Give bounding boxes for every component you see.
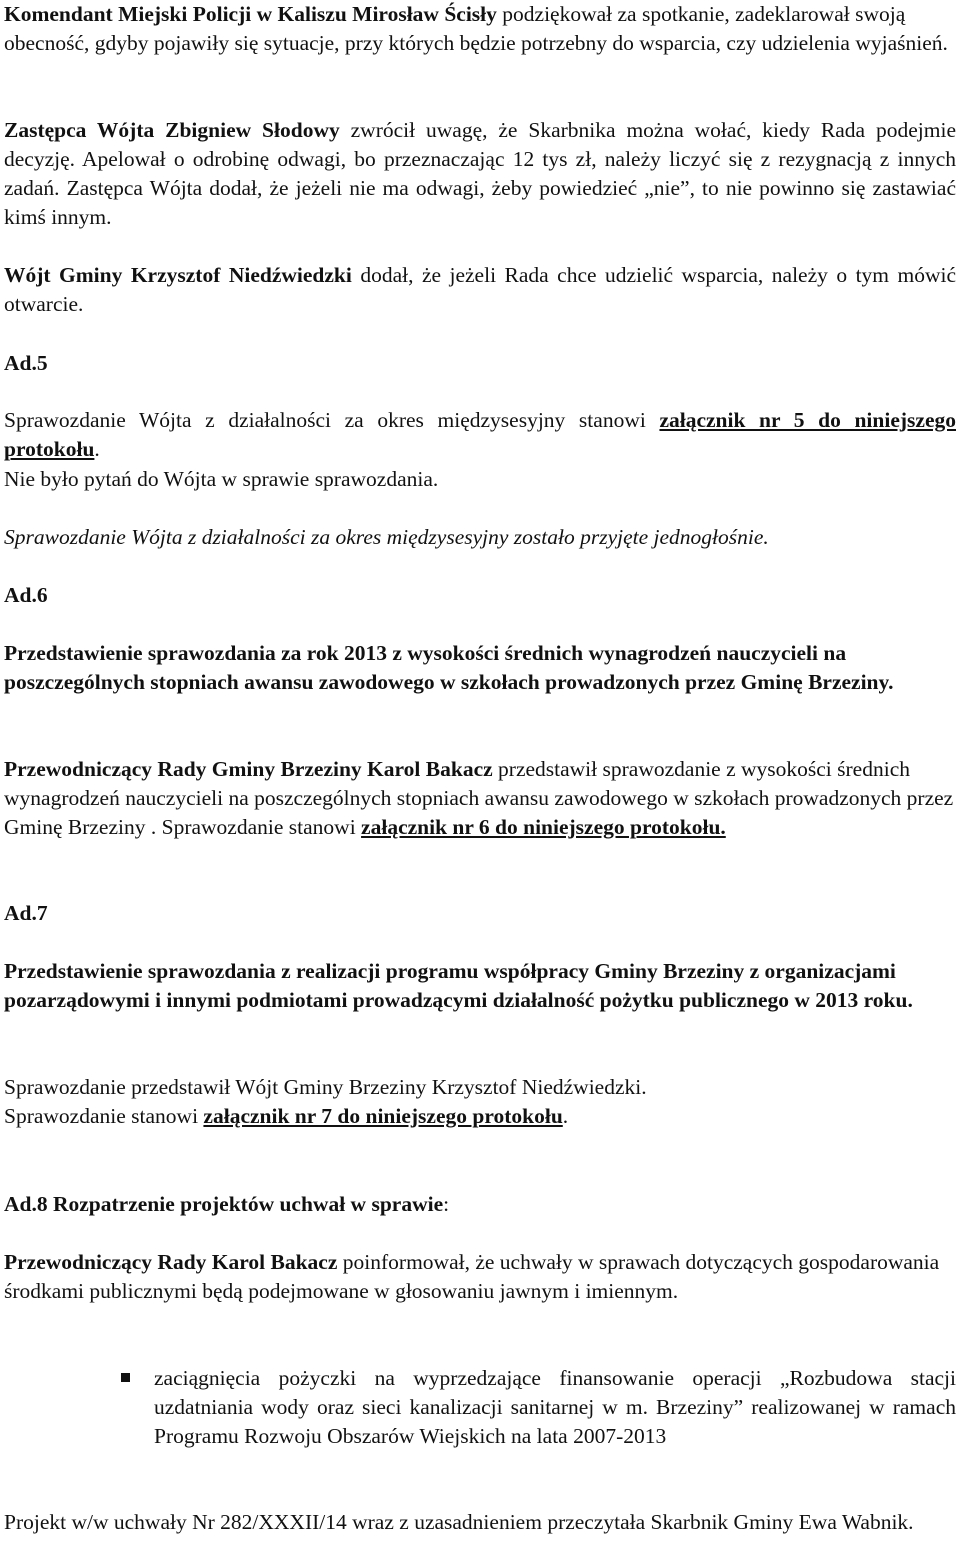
square-bullet-icon: [121, 1373, 130, 1382]
speaker-name: Przewodniczący Rady Karol Bakacz: [4, 1250, 338, 1274]
attachment-reference: załącznik nr 7 do niniejszego protokołu: [203, 1104, 563, 1128]
heading-text: Ad.8 Rozpatrzenie projektów uchwał w sprawie: [4, 1192, 444, 1216]
ad6-paragraph: [4, 755, 956, 842]
paragraph-text-end: .: [94, 437, 100, 461]
attachment-reference: załącznik nr 6 do niniejszego protokołu.: [361, 815, 726, 839]
paragraph-text-end: .: [562, 1104, 569, 1128]
ad5-report-paragraph: [4, 406, 956, 464]
paragraph-text: zwrócił uwagę, że Skarbnika można wołać, kiedy Rada podejmie decyzję. Apelował o odrobinę odwagi, bo przeznaczając 12 tys zł, należy liczyć się z rezygnacją z innych zadań. Zastępca Wójta dodał, że jeżeli nie ma odwagi, żeby powiedzieć „nie”, to nie powinno się zastawiać kimś innym.: [4, 118, 957, 229]
paragraph-text: przedstawił sprawozdanie z wysokości średnich wynagrodzeń nauczycieli na poszczególnych stopniach awansu zawodowego w szkołach prowadzonych przez Gminę Brzeziny . Sprawozdanie stanowi: [4, 757, 954, 839]
paragraph-text: podziękował za spotkanie, zadeklarował swoją obecność, gdyby pojawiły się sytuacje, przy których będzie potrzebny do wsparcia, czy udzielenia wyjaśnień.: [4, 2, 948, 55]
paragraph-text: Sprawozdanie stanowi: [4, 1104, 204, 1128]
paragraph-text: dodał, że jeżeli Rada chce udzielić wsparcia, należy o tym mówić otwarcie.: [4, 263, 956, 316]
attachment-reference: załącznik nr 5 do niniejszego protokołu: [4, 408, 956, 461]
section-heading-ad5: Ad.5: [4, 351, 48, 375]
ad8-paragraph: [4, 1248, 956, 1306]
section-heading-ad7: Ad.7: [4, 901, 48, 925]
ad7-title: Przedstawienie sprawozdania z realizacji programu współpracy Gminy Brzeziny z organizacjami pozarządowymi i innymi podmiotami prowadzącymi działalność pożytku publicznego w 2013 roku.: [4, 959, 913, 1012]
speaker-name: Zastępca Wójta Zbigniew Słodowy: [4, 118, 340, 142]
bullet-text: zaciągnięcia pożyczki na wyprzedzające finansowanie operacji „Rozbudowa stacji uzdatniania wody oraz sieci kanalizacji sanitarnej w m. Brzeziny” realizowanej w ramach Programu Rozwoju Obszarów Wiejskich na lata 2007-2013: [154, 1366, 956, 1448]
ad6-title: Przedstawienie sprawozdania za rok 2013 z wysokości średnich wynagrodzeń nauczycieli na poszczególnych stopniach awansu zawodowego w szkołach prowadzonych przez Gminę Brzeziny.: [4, 641, 894, 694]
ad8-project-paragraph: Projekt w/w uchwały Nr 282/XXXII/14 wraz z uzasadnieniem przeczytała Skarbnik Gminy Ewa Wabnik.: [4, 1510, 914, 1534]
heading-colon: :: [443, 1192, 450, 1216]
paragraph-deputy-mayor: [4, 116, 956, 232]
paragraph-text: Sprawozdanie Wójta z działalności za okres międzysesyjny stanowi: [4, 408, 660, 432]
paragraph-mayor: [4, 261, 956, 319]
ad7-line2: [4, 1102, 956, 1131]
ad5-resolution: Sprawozdanie Wójta z działalności za okres międzysesyjny zostało przyjęte jednogłośnie.: [4, 525, 769, 549]
paragraph-police-commander: [4, 0, 956, 58]
speaker-name: Komendant Miejski Policji w Kaliszu Mirosław Ścisły: [4, 2, 497, 26]
speaker-name: Przewodniczący Rady Gminy Brzeziny Karol Bakacz: [4, 757, 493, 781]
ad7-line1: Sprawozdanie przedstawił Wójt Gminy Brzeziny Krzysztof Niedźwiedzki.: [4, 1075, 647, 1099]
speaker-name: Wójt Gminy Krzysztof Niedźwiedzki: [4, 263, 352, 287]
section-heading-ad6: Ad.6: [4, 583, 48, 607]
bullet-item: [121, 1364, 956, 1451]
section-heading-ad8: [4, 1190, 956, 1219]
ad5-no-questions: Nie było pytań do Wójta w sprawie sprawozdania.: [4, 467, 439, 491]
paragraph-text: poinformował, że uchwały w sprawach dotyczących gospodarowania środkami publicznymi będą podejmowane w głosowaniu jawnym i imiennym.: [4, 1250, 940, 1303]
